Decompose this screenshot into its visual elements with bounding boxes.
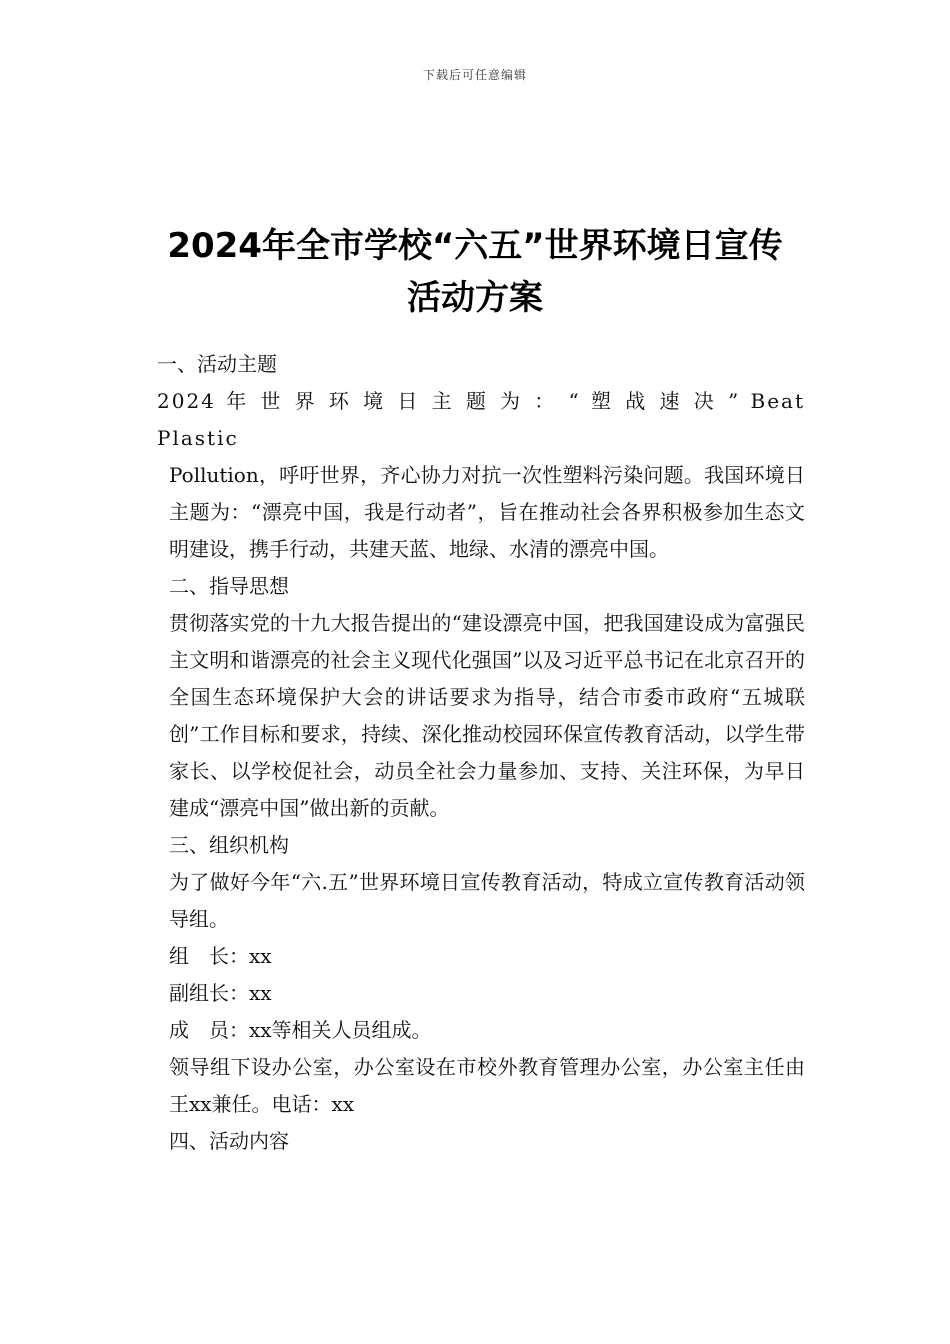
paragraph-theme-line: 2024 年 世 界 环 境 日 主 题 为 ： “ 塑 战 速 决 ” Beat Plastic [157,389,805,450]
header-note: 下载后可任意编辑 [422,68,527,82]
paragraph-deputy-leader: 副组长：xx [169,981,272,1005]
paragraph-organization-intro: 为了做好今年“六.五”世界环境日宣传教育活动，特成立宣传教育活动领导组。 [169,870,805,931]
section-heading-theme: 一、活动主题 [157,352,277,376]
document-title [140,220,810,324]
section-heading-organization: 三、组织机构 [169,833,289,857]
paragraph-theme-body: Pollution，呼吁世界，齐心协力对抗一次性塑料污染问题。我国环境日主题为：“漂亮中国，我是行动者”，旨在推动社会各界积极参加生态文明建设，携手行动，共建天蓝、地绿、水清的漂亮中国。 [169,463,805,561]
paragraph-office: 领导组下设办公室，办公室设在市校外教育管理办公室，办公室主任由王xx兼任。电话：xx [169,1055,805,1116]
section-heading-activities: 四、活动内容 [169,1129,289,1153]
section-heading-guidance: 二、指导思想 [169,574,289,598]
title-line-2: 活动方案 [407,278,543,318]
title-line-1: 2024年全市学校“六五”世界环境日宣传 [167,226,783,266]
paragraph-guidance: 贯彻落实党的十九大报告提出的“建设漂亮中国，把我国建设成为富强民主文明和谐漂亮的社会主义现代化强国”以及习近平总书记在北京召开的全国生态环境保护大会的讲话要求为指导，结合市委市政府“五城联创”工作目标和要求，持续、深化推动校园环保宣传教育活动，以学生带家长、以学校促社会，动员全社会力量参加、支持、关注环保，为早日建成“漂亮中国”做出新的贡献。 [169,611,805,820]
document-body [157,346,805,1160]
paragraph-members: 成 员：xx等相关人员组成。 [169,1018,432,1042]
paragraph-leader: 组 长：xx [169,944,272,968]
